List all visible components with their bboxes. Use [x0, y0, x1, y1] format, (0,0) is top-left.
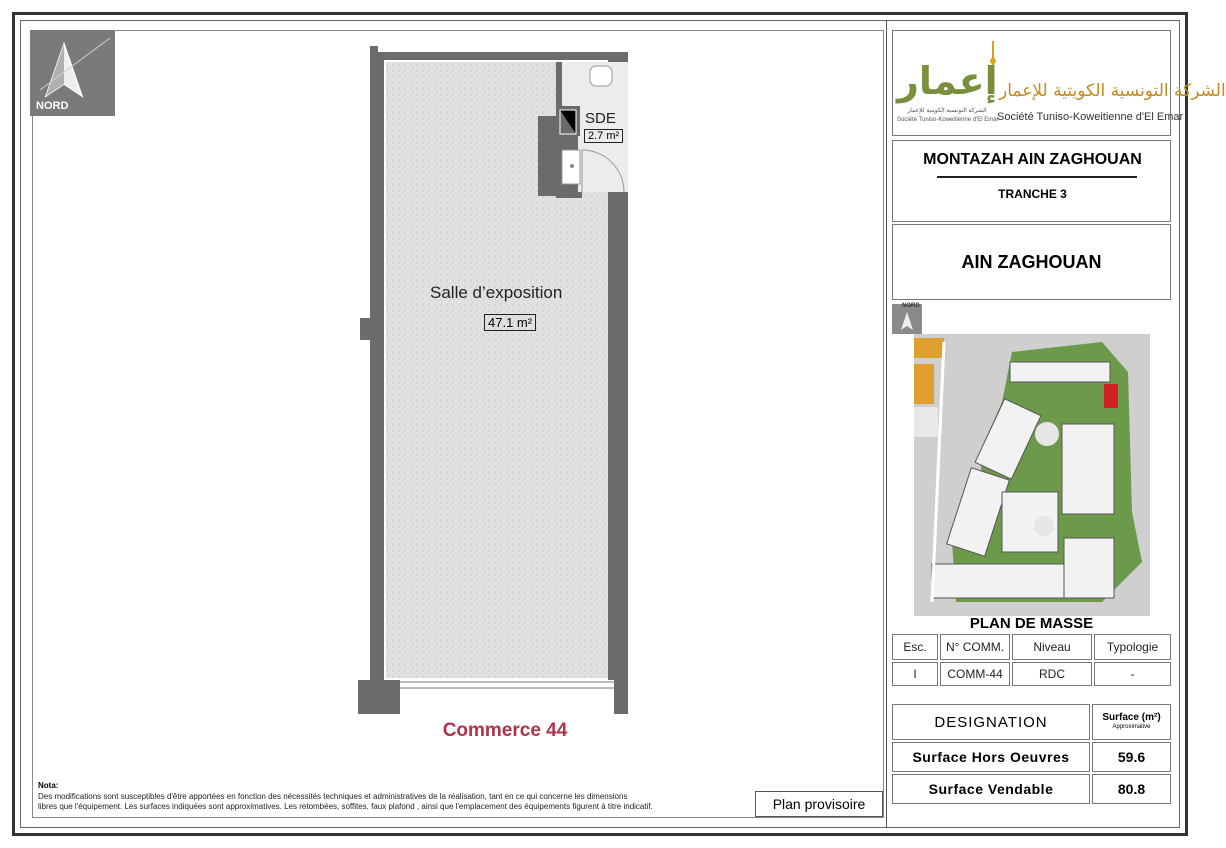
company-name-french: Société Tuniso-Koweitienne d'El Emar [997, 111, 1184, 123]
surface-vendable-value: 80.8 [1092, 774, 1171, 804]
site-plan-title: PLAN DE MASSE [969, 615, 1094, 632]
table-header-niveau: Niveau [1012, 634, 1092, 660]
surface-header-label: Surface (m²) [1102, 712, 1161, 723]
location: AIN ZAGHOUAN [892, 224, 1171, 300]
note-line-1: Des modifications sont susceptibles d'être apportées en fonction des nécessités techniques et administratives de la réalisation, tant en ce qui concerne les dimensions [38, 792, 628, 801]
surface-header-sub: Approximative [1112, 724, 1151, 730]
project-phase: TRANCHE 3 [998, 187, 1067, 201]
company-small-arabic: الشركة التونسية الكويتية للإعمار [907, 108, 987, 114]
surface-hors-oeuvres-label: Surface Hors Oeuvres [892, 742, 1090, 772]
room-name-salle: Salle d’exposition [430, 283, 563, 302]
floor-plan [350, 40, 640, 730]
plan-status: Plan provisoire [755, 791, 883, 817]
surface-vendable-label: Surface Vendable [892, 774, 1090, 804]
surface-hors-oeuvres-value: 59.6 [1092, 742, 1171, 772]
table-cell-niveau: RDC [1012, 662, 1092, 686]
pillar [618, 272, 628, 302]
company-logo-block [892, 30, 1226, 136]
unit-title: Commerce 44 [442, 720, 568, 741]
table-header-typologie: Typologie [1094, 634, 1171, 660]
note-title: Nota: [38, 781, 59, 790]
title-block-divider [886, 20, 887, 828]
note-body [38, 792, 738, 812]
site-plan-block [892, 302, 1171, 632]
table-header-esc: Esc. [892, 634, 938, 660]
site-plan-image [892, 302, 1171, 618]
toilet-icon [590, 66, 612, 86]
room-name-sde: SDE [585, 110, 616, 127]
site-plan-north-label: NORD [902, 303, 920, 309]
designation-header: DESIGNATION [892, 704, 1090, 740]
project-name: MONTAZAH AIN ZAGHOUAN [923, 151, 1142, 168]
project-underline [937, 176, 1137, 178]
table-cell-typologie: - [1094, 662, 1171, 686]
project-block [892, 140, 1171, 222]
room-area-sde: 2.7 m² [584, 129, 623, 143]
table-cell-esc: I [892, 662, 938, 686]
room-area-salle: 47.1 m² [484, 314, 536, 331]
table-cell-comm: COMM-44 [940, 662, 1010, 686]
note-line-2: libres que l'équipement. Les surfaces indiquées sont approximatives. Les retombées, soffites, faux plafond , ainsi que l'emplacement des équipements figurent à titre indicatif. [38, 802, 653, 811]
company-small-french: Société Tuniso-Koweitienne d'El Emar [897, 117, 999, 123]
wall-stub [608, 272, 618, 302]
surface-header [1092, 704, 1171, 740]
north-label: NORD [36, 100, 69, 112]
company-name-arabic: الشركة التونسية الكويتية للإعمار [999, 81, 1226, 101]
logo-arabic: إعمار [897, 59, 998, 103]
table-header-comm: N° COMM. [940, 634, 1010, 660]
